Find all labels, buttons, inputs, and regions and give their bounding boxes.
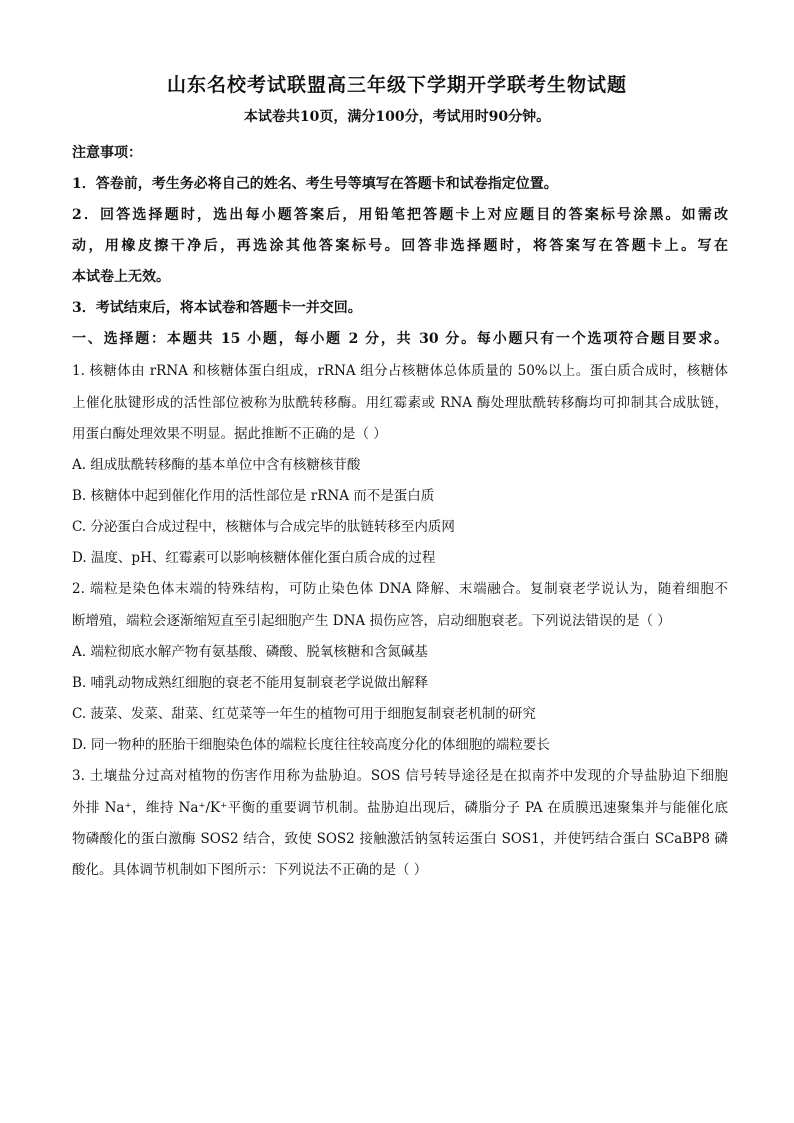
q2-stem-line-1: 2. 端粒是染色体末端的特殊结构，可防止染色体 DNA 降解、末端融合。复制衰老学说认为，随着细胞不 [72,581,728,597]
q1-option-a: A. 组成肽酰转移酶的基本单位中含有核糖核苷酸 [72,457,361,473]
page-subtitle: 本试卷共10页，满分100分，考试用时90分钟。 [243,109,551,125]
q2-stem-line-2: 断增殖，端粒会逐渐缩短直至引起细胞产生 DNA 损伤应答，启动细胞衰老。下列说法错误的是（ ） [72,613,671,629]
notice-item-2-line-2: 动，用橡皮擦干净后，再选涂其他答案标号。回答非选择题时，将答案写在答题卡上。写在 [72,238,728,254]
q2-option-d: D. 同一物种的胚胎干细胞染色体的端粒长度往往较高度分化的体细胞的端粒要长 [72,737,550,753]
q1-option-d: D. 温度、pH、红霉素可以影响核糖体催化蛋白质合成的过程 [72,550,436,566]
q2-option-c: C. 菠菜、发菜、甜菜、红苋菜等一年生的植物可用于细胞复制衰老机制的研究 [72,706,536,722]
q3-stem-line-1: 3. 土壤盐分过高对植物的伤害作用称为盐胁迫。SOS 信号转导途径是在拟南芥中发现的介导盐胁迫下细胞 [72,768,728,784]
notice-item-1: 1．答卷前，考生务必将自己的姓名、考生号等填写在答题卡和试卷指定位置。 [72,176,558,192]
q1-stem-line-2: 上催化肽键形成的活性部位被称为肽酰转移酶。用红霉素或 RNA 酶处理肽酰转移酶均可抑制其合成肽链， [72,395,728,411]
q3-stem-line-2: 外排 Na⁺，维持 Na⁺/K⁺平衡的重要调节机制。盐胁迫出现后，磷脂分子 PA 在质膜迅速聚集并与能催化底 [72,800,728,816]
q3-stem-line-3: 物磷酸化的蛋白激酶 SOS2 结合，致使 SOS2 接触激活钠氢转运蛋白 SOS1，并使钙结合蛋白 SCaBP8 磷 [72,831,728,847]
notice-item-2-line-3: 本试卷上无效。 [72,269,170,285]
q1-option-c: C. 分泌蛋白合成过程中，核糖体与合成完毕的肽链转移至内质网 [72,519,455,535]
notice-item-3: 3．考试结束后，将本试卷和答题卡一并交回。 [72,300,362,316]
q3-stem-line-4: 酸化。具体调节机制如下图所示：下列说法不正确的是（ ） [72,862,428,878]
q2-option-a: A. 端粒彻底水解产物有氨基酸、磷酸、脱氧核糖和含氮碱基 [72,644,428,660]
q1-option-b: B. 核糖体中起到催化作用的活性部位是 rRNA 而不是蛋白质 [72,488,435,504]
notice-item-2-line-1: 2．回答选择题时，选出每小题答案后，用铅笔把答题卡上对应题目的答案标号涂黑。如需改 [72,207,728,223]
page-title: 山东名校考试联盟高三年级下学期开学联考生物试题 [166,74,627,96]
notice-heading: 注意事项： [72,145,142,161]
q1-stem-line-3: 用蛋白酶处理效果不明显。据此推断不正确的是（ ） [72,426,387,442]
q2-option-b: B. 哺乳动物成熟红细胞的衰老不能用复制衰老学说做出解释 [72,675,429,691]
q1-stem-line-1: 1. 核糖体由 rRNA 和核糖体蛋白组成，rRNA 组分占核糖体总体质量的 50%以上。蛋白质合成时，核糖体 [72,363,728,379]
section-heading: 一、选择题：本题共 15 小题，每小题 2 分，共 30 分。每小题只有一个选项符合题目要求。 [72,331,728,347]
